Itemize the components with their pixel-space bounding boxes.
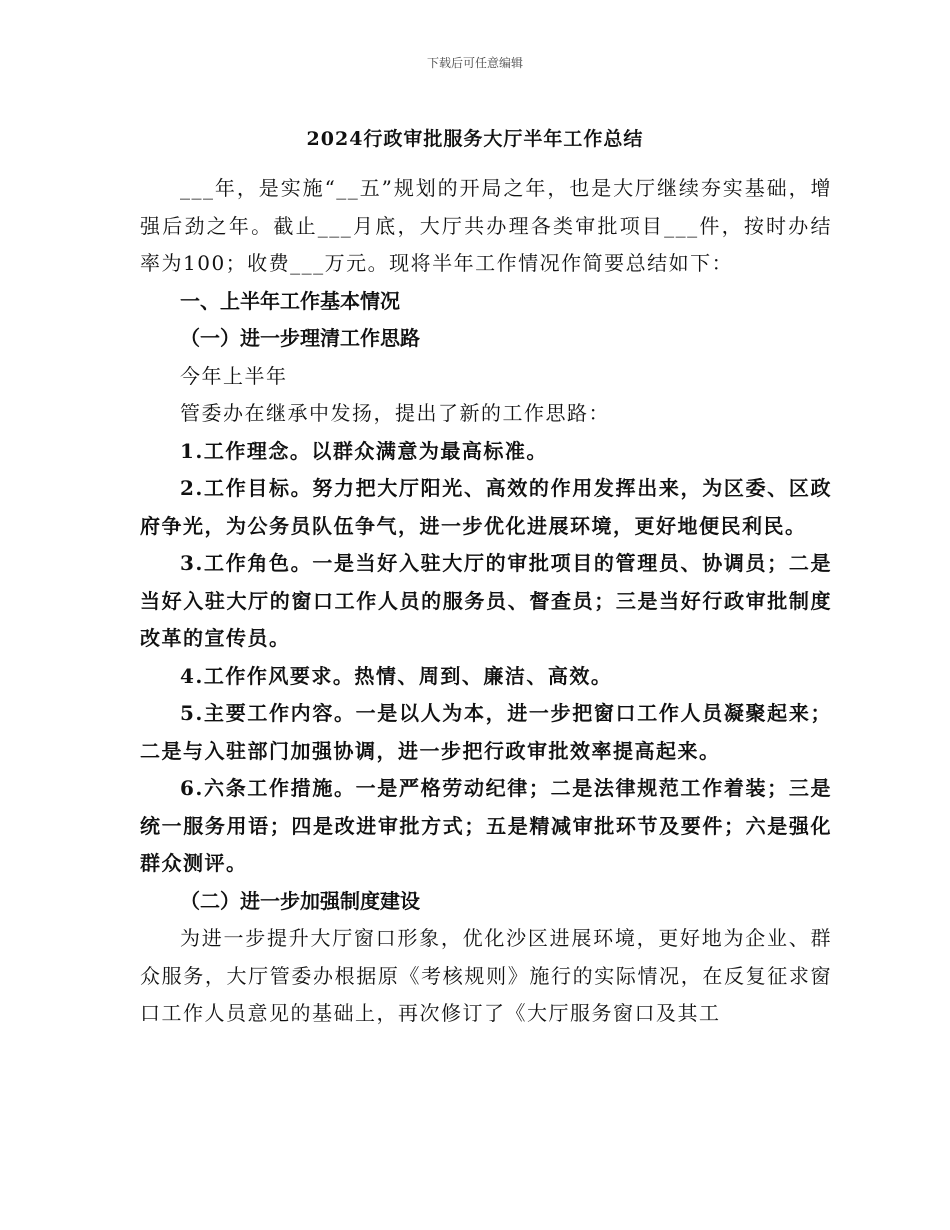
closing-paragraph: 为进一步提升大厅窗口形象，优化沙区进展环境，更好地为企业、群众服务，大厅管委办根据原《考核规则》施行的实际情况，在反复征求窗口工作人员意见的基础上，再次修订了《大厅服务窗口及其工: [140, 926, 832, 1025]
document-title: 2024行政审批服务大厅半年工作总结: [306, 128, 644, 150]
list-item-5: 5.主要工作内容。一是以人为本，进一步把窗口工作人员凝聚起来；二是与入驻部门加强协调，进一步把行政审批效率提高起来。: [140, 701, 832, 763]
text-line-a: 今年上半年: [180, 363, 288, 388]
header-note: 下载后可任意编辑: [426, 56, 523, 70]
list-item-2: 2.工作目标。努力把大厅阳光、高效的作用发挥出来，为区委、区政府争光，为公务员队伍争气，进一步优化进展环境，更好地便民利民。: [140, 476, 832, 538]
section-heading-1: 一、上半年工作基本情况: [180, 288, 400, 313]
text-line-b: 管委办在继承中发扬，提出了新的工作思路：: [180, 401, 610, 425]
subsection-heading-2: （二）进一步加强制度建设: [180, 888, 420, 913]
document-body: [140, 170, 832, 1033]
list-item-1: 1.工作理念。以群众满意为最高标准。: [180, 438, 548, 463]
intro-paragraph: ___年，是实施“__五”规划的开局之年，也是大厅继续夯实基础，增强后劲之年。截止___月底，大厅共办理各类审批项目___件，按时办结率为100；收费___万元。现将半年工作情况作简要总结如下：: [140, 176, 832, 275]
subsection-heading-1: （一）进一步理清工作思路: [180, 326, 420, 350]
list-item-6: 6.六条工作措施。一是严格劳动纪律；二是法律规范工作着装；三是统一服务用语；四是改进审批方式；五是精减审批环节及要件；六是强化群众测评。: [140, 776, 832, 875]
list-item-4: 4.工作作风要求。热情、周到、廉洁、高效。: [180, 663, 613, 688]
list-item-3: 3.工作角色。一是当好入驻大厅的审批项目的管理员、协调员；二是当好入驻大厅的窗口工作人员的服务员、督查员；三是当好行政审批制度改革的宣传员。: [140, 551, 832, 650]
